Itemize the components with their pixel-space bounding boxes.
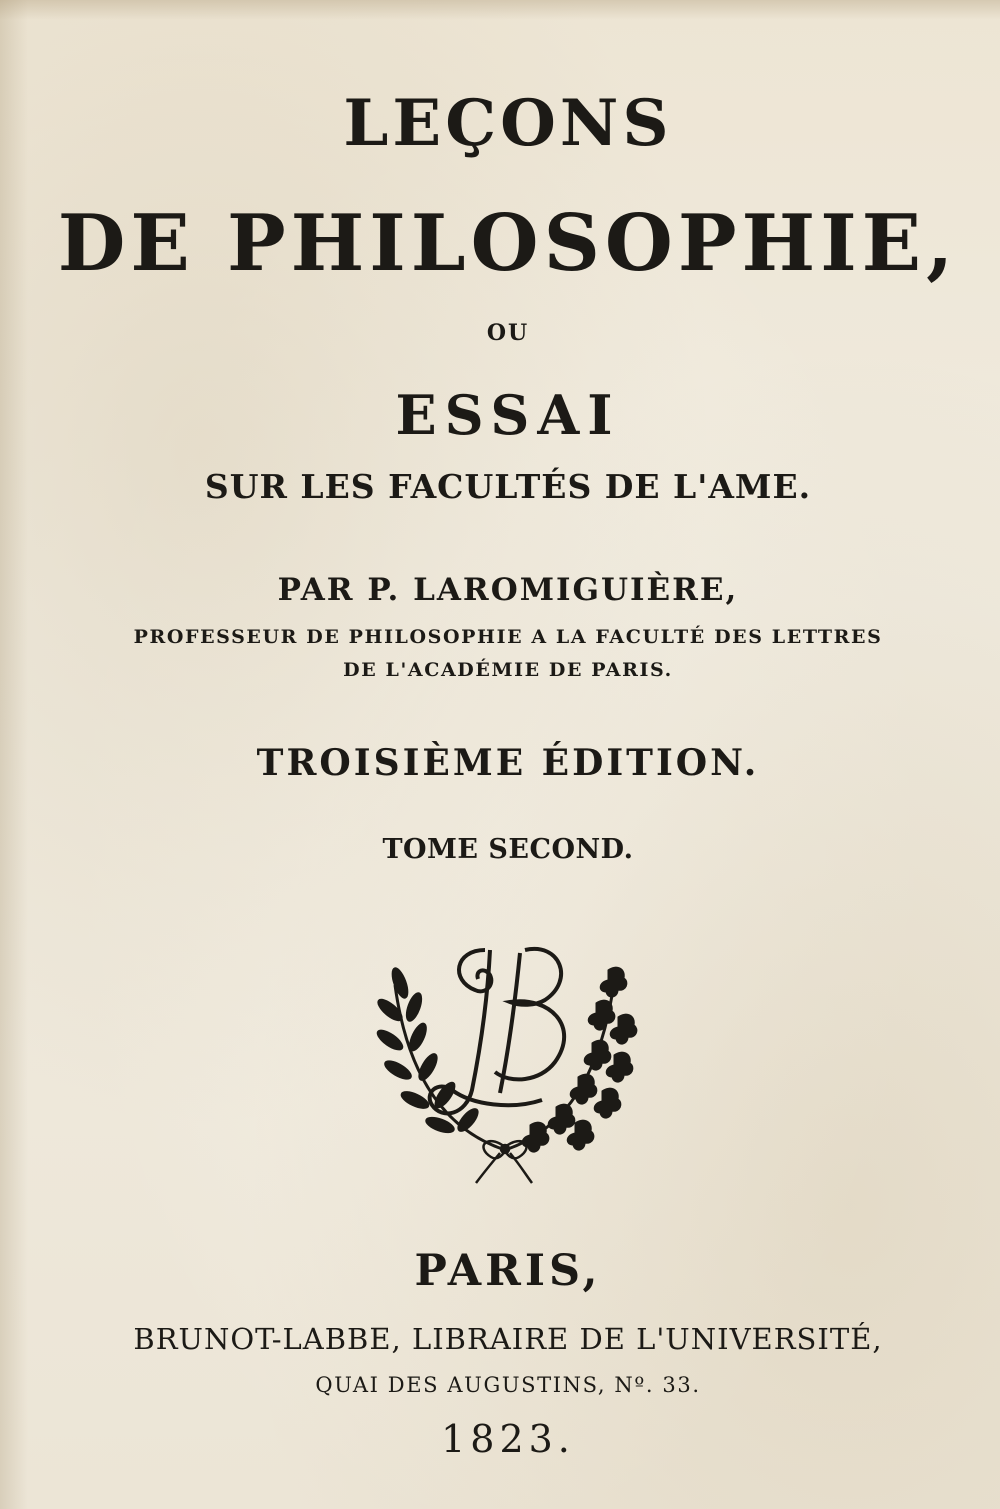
paper-edge-shadow-top — [0, 0, 1000, 20]
subtitle-line-1: ESSAI — [395, 383, 621, 447]
title-line-1: LEÇONS — [343, 86, 673, 161]
year-line: 1823. — [441, 1417, 575, 1461]
title-line-2: DE PHILOSOPHIE, — [57, 198, 959, 289]
author-role-line-2: DE L'ACADÉMIE DE PARIS. — [343, 659, 673, 681]
author-role-line-1: PROFESSEUR DE PHILOSOPHIE A LA FACULTÉ DES LETTRES — [133, 626, 883, 648]
publisher-line: BRUNOT-LABBE, LIBRAIRE DE L'UNIVERSITÉ, — [133, 1322, 883, 1356]
laurel-branch-right — [505, 967, 637, 1152]
volume-line: TOME SECOND. — [382, 834, 634, 865]
author-line: PAR P. LAROMIGUIÈRE, — [277, 572, 739, 608]
address-line: QUAI DES AUGUSTINS, Nº. 33. — [315, 1373, 701, 1397]
subtitle-line-2: SUR LES FACULTÉS DE L'AME. — [204, 467, 812, 506]
city-line: PARIS, — [414, 1246, 602, 1296]
title-conjunction: OU — [486, 320, 530, 346]
ribbon-bow — [476, 1141, 532, 1183]
monogram-wreath-emblem — [370, 925, 640, 1190]
edition-line: TROISIÈME ÉDITION. — [256, 742, 760, 784]
lb-monogram — [430, 949, 564, 1114]
